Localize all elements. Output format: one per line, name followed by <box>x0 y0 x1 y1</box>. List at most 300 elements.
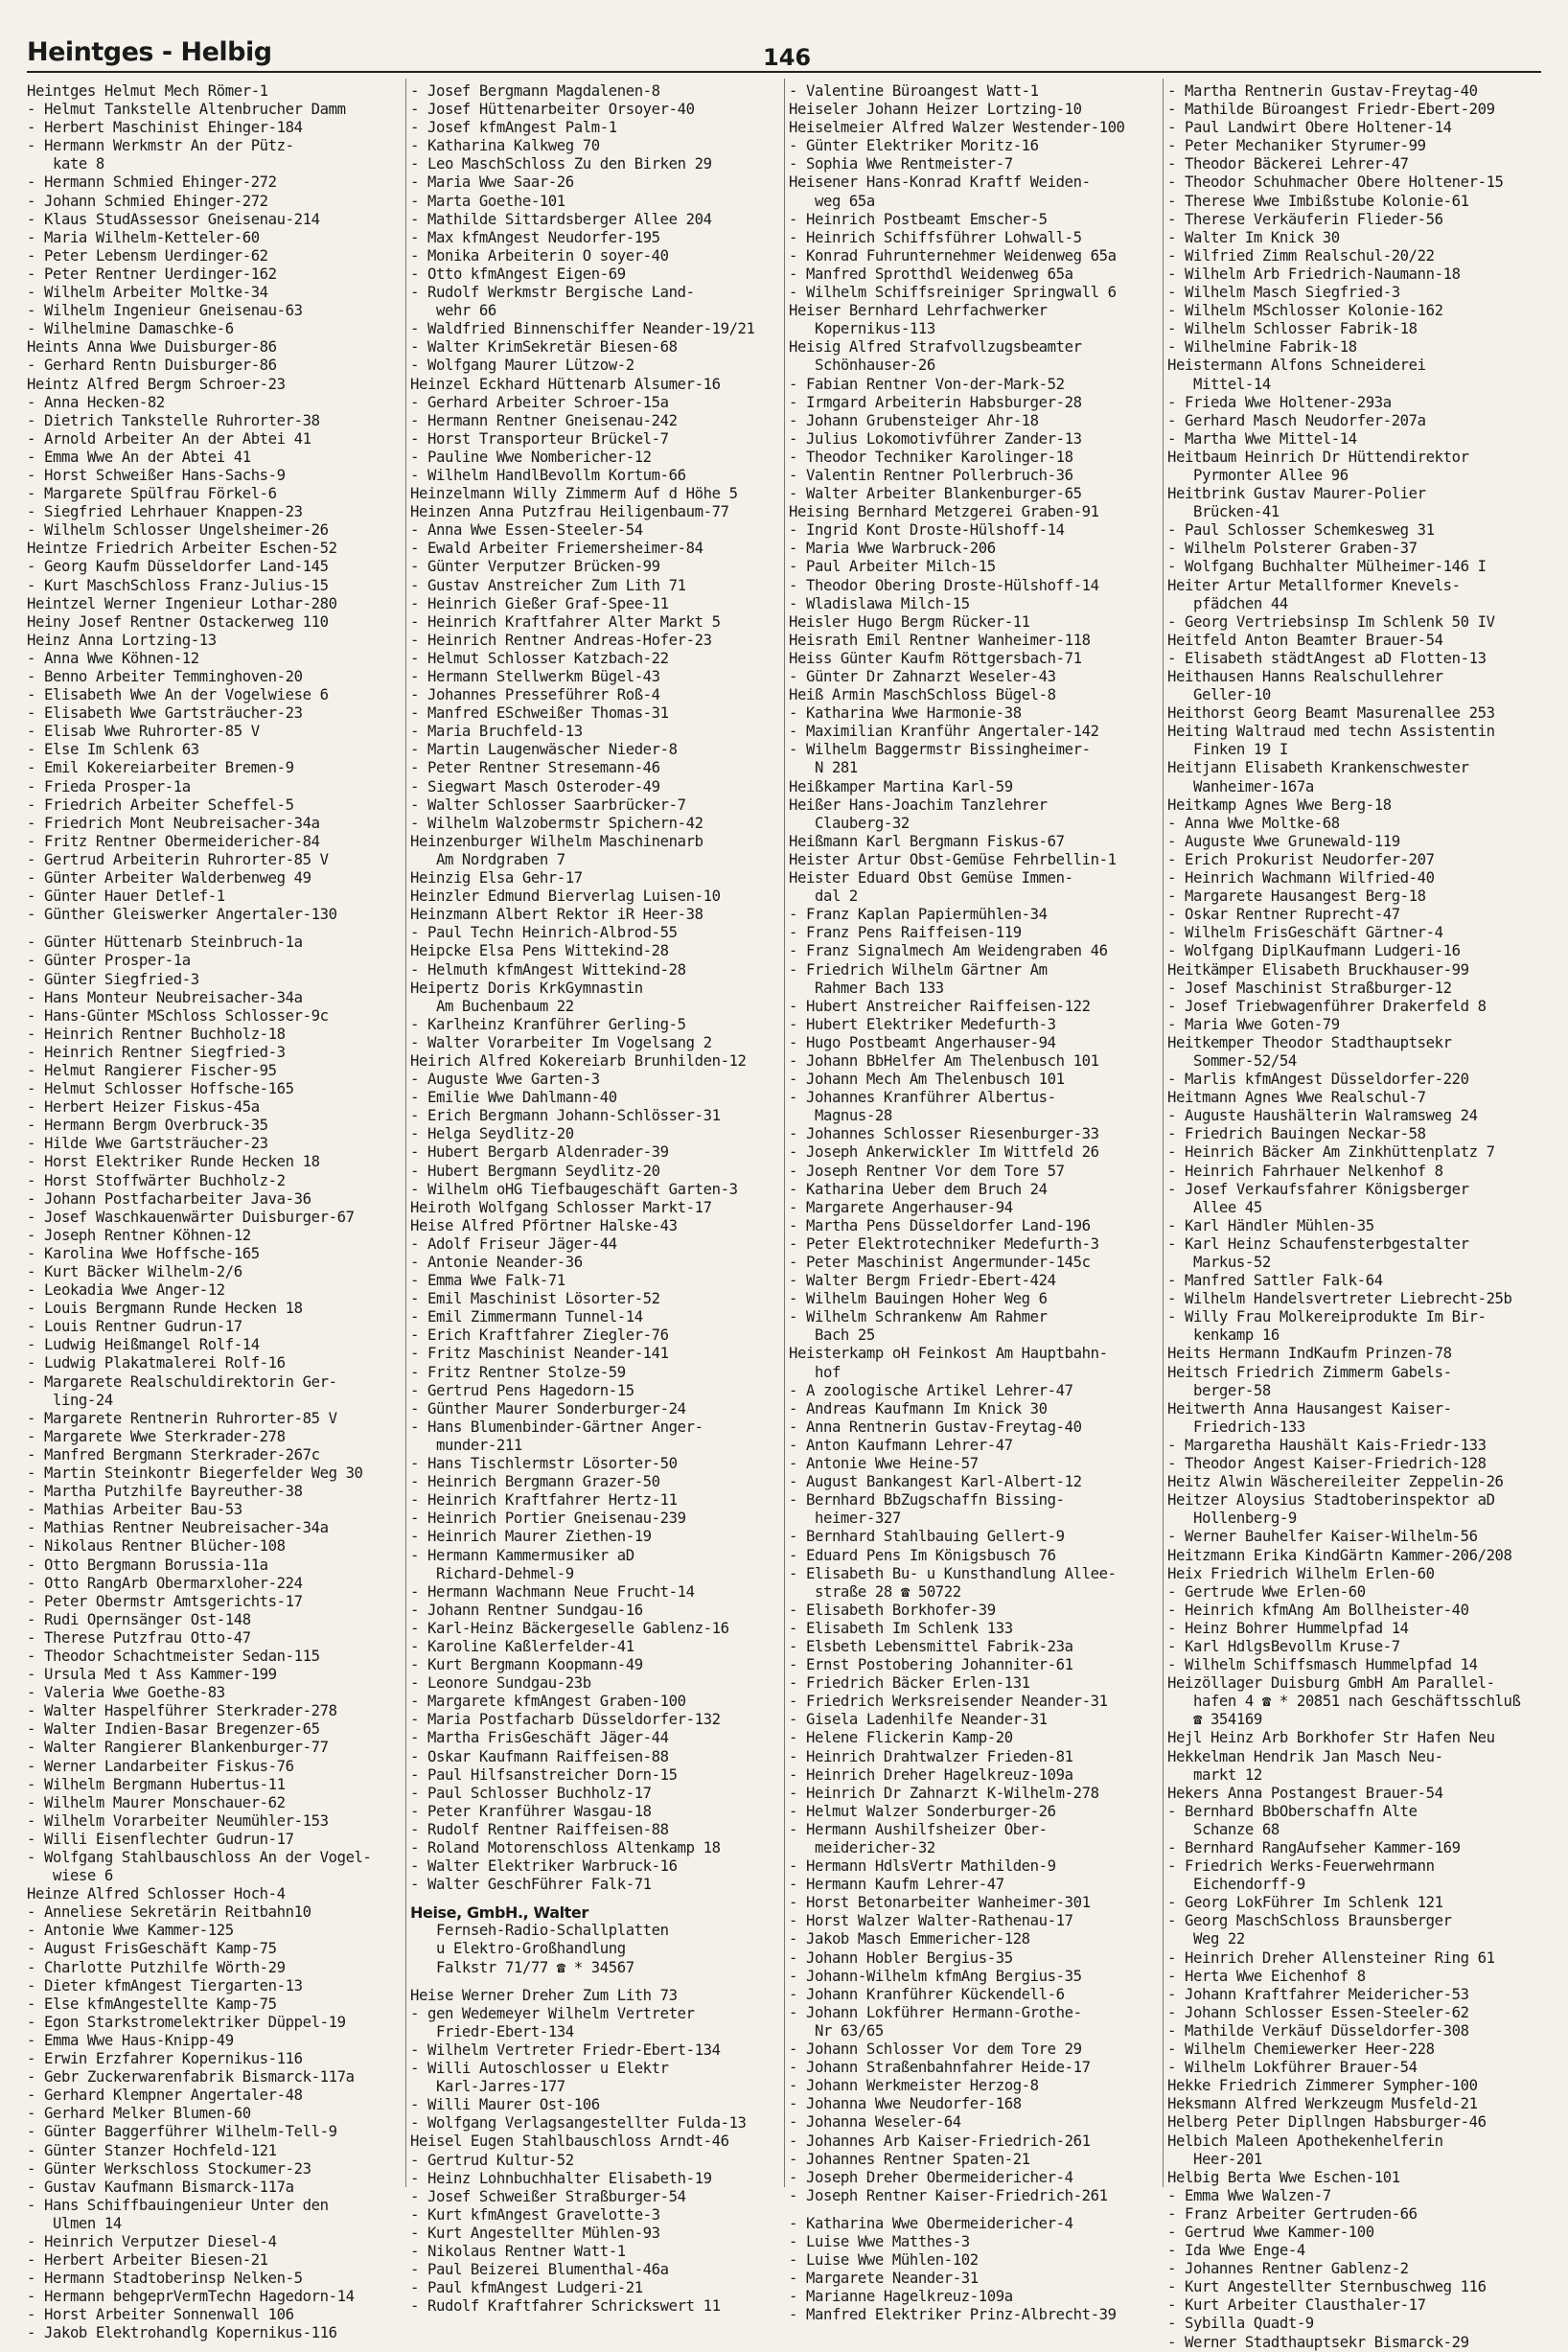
directory-entry: Heizöllager Duisburg GmbH Am Parallel- <box>1167 1674 1495 1693</box>
directory-entry: - Rudolf Kraftfahrer Schrickswert 11 <box>410 2297 721 2316</box>
directory-entry: - Kurt Bäcker Wilhelm-2/6 <box>27 1263 242 1280</box>
directory-entry: - Georg Vertriebsinsp Im Schlenk 50 IV <box>1167 612 1495 631</box>
directory-entry: - Johann Schmied Ehinger-272 <box>27 192 268 210</box>
directory-entry: - Heinrich Rentner Buchholz-18 <box>27 1025 286 1043</box>
directory-entry: - Manfred ESchweißer Thomas-31 <box>410 704 669 723</box>
directory-entry: - Anna Wwe Moltke-68 <box>1167 814 1340 832</box>
directory-entry: - Mathias Arbeiter Bau-53 <box>27 1501 242 1519</box>
directory-entry: - Erwin Erzfahrer Kopernikus-116 <box>27 2050 303 2068</box>
directory-entry: - Wilhelm oHG Tiefbaugeschäft Garten-3 <box>410 1180 738 1198</box>
directory-entry: Heistermann Alfons Schneiderei <box>1167 357 1426 375</box>
directory-entry: - Johannes Kranführer Albertus- <box>789 1089 1056 1107</box>
directory-entry: Geller-10 <box>1167 686 1271 704</box>
directory-entry: Finken 19 I <box>1167 741 1288 759</box>
directory-entry: - Georg LokFührer Im Schlenk 121 <box>1167 1894 1443 1912</box>
directory-entry: - Willy Frau Molkereiprodukte Im Bir- <box>1167 1308 1487 1326</box>
directory-entry: Heiter Artur Metallformer Knevels- <box>1167 576 1461 594</box>
directory-entry: - Wilhelm Bauingen Hoher Weg 6 <box>789 1290 1048 1308</box>
directory-entry: Heitz Alwin Wäschereileiter Zeppelin-26 <box>1167 1473 1504 1491</box>
directory-entry: - Wilhelm Vertreter Friedr-Ebert-134 <box>410 2041 721 2059</box>
directory-entry: - Walter Vorarbeiter Im Vogelsang 2 <box>410 1033 712 1051</box>
directory-entry: Heise, GmbH., Walter <box>410 1903 588 1923</box>
directory-entry: - Heinrich Verputzer Diesel-4 <box>27 2232 277 2250</box>
directory-entry: - Franz Pens Raiffeisen-119 <box>789 924 1022 942</box>
directory-entry: - Martha Wwe Mittel-14 <box>1167 429 1357 448</box>
directory-entry: - Gisela Ladenhilfe Neander-31 <box>789 1711 1048 1729</box>
directory-entry: - Paul Landwirt Obere Holtener-14 <box>1167 119 1452 137</box>
directory-entry: - Johannes Rentner Gablenz-2 <box>1167 2260 1409 2278</box>
directory-entry: - Wilhelm Arbeiter Moltke-34 <box>27 284 268 302</box>
directory-entry: - Wolfgang Stahlbauschloss An der Vogel- <box>27 1849 372 1866</box>
directory-entry: pfädchen 44 <box>1167 594 1288 612</box>
directory-entry: - Louis Bergmann Runde Hecken 18 <box>27 1300 303 1318</box>
directory-entry: - Jakob Elektrohandlg Kopernikus-116 <box>27 2324 337 2342</box>
directory-entry: - Kurt Angestellter Sternbuschweg 116 <box>1167 2278 1487 2296</box>
directory-entry: Falkstr 71/77 ☎ * 34567 <box>410 1958 634 1976</box>
directory-entry: - Heinz Lohnbuchhalter Elisabeth-19 <box>410 2169 712 2187</box>
directory-entry: - Margarete Rentnerin Ruhrorter-85 V <box>27 1409 337 1427</box>
directory-entry: - Martin Laugenwäscher Nieder-8 <box>410 741 678 759</box>
directory-entry: - Heinrich Kraftfahrer Alter Markt 5 <box>410 612 721 631</box>
directory-entry: - Erich Prokurist Neudorfer-207 <box>1167 850 1435 868</box>
directory-entry: - Johann Kranführer Kückendell-6 <box>789 1985 1065 2003</box>
directory-entry: - Wilhelm Bergmann Hubertus-11 <box>27 1775 286 1793</box>
directory-entry: - Walter Arbeiter Blankenburger-65 <box>789 485 1082 503</box>
directory-entry: - Anna Rentnerin Gustav-Freytag-40 <box>789 1418 1082 1436</box>
directory-entry: Eichendorff-9 <box>1167 1876 1305 1894</box>
directory-entry: - Peter Rentner Stresemann-46 <box>410 759 660 777</box>
directory-entry: wiese 6 <box>27 1867 113 1885</box>
directory-entry: Helberg Peter Dipllngen Habsburger-46 <box>1167 2113 1487 2132</box>
directory-entry: Heisig Alfred Strafvollzugsbeamter <box>789 338 1082 357</box>
directory-entry: - Georg MaschSchloss Braunsberger <box>1167 1912 1452 1930</box>
directory-entry: - Günther Maurer Sonderburger-24 <box>410 1399 686 1418</box>
directory-entry: - Louis Rentner Gudrun-17 <box>27 1318 242 1336</box>
directory-entry: - Karl Händler Mühlen-35 <box>1167 1216 1374 1234</box>
directory-entry: - Konrad Fuhrunternehmer Weidenweg 65a <box>789 246 1117 265</box>
directory-entry: - Josef Waschkauenwärter Duisburger-67 <box>27 1208 355 1226</box>
directory-entry: - Wilhelm Schlosser Ungelsheimer-26 <box>27 521 329 540</box>
directory-entry: - Heinrich Fahrhauer Nelkenhof 8 <box>1167 1162 1443 1180</box>
directory-entry: Heitkämper Elisabeth Bruckhauser-99 <box>1167 960 1469 979</box>
directory-entry: - Werner Bauhelfer Kaiser-Wilhelm-56 <box>1167 1528 1478 1546</box>
directory-entry: weg 65a <box>789 192 875 210</box>
directory-entry: Heithorst Georg Beamt Masurenallee 253 <box>1167 704 1495 723</box>
directory-entry: dal 2 <box>789 888 858 906</box>
directory-entry: Heisterkamp oH Feinkost Am Hauptbahn- <box>789 1345 1108 1363</box>
directory-entry: - Hans Blumenbinder-Gärtner Anger- <box>410 1418 703 1436</box>
directory-entry: hafen 4 ☎ * 20851 nach Geschäftsschluß <box>1167 1693 1521 1711</box>
directory-entry: - Peter Obermstr Amtsgerichts-17 <box>27 1592 303 1610</box>
directory-entry: - Heinrich Drahtwalzer Frieden-81 <box>789 1747 1073 1765</box>
directory-entry: - Johann Kraftfahrer Meidericher-53 <box>1167 1985 1469 2003</box>
directory-entry: Hejl Heinz Arb Borkhofer Str Hafen Neu <box>1167 1729 1495 1747</box>
directory-entry: - Herbert Arbeiter Biesen-21 <box>27 2251 268 2270</box>
directory-entry: - Heinrich Wachmann Wilfried-40 <box>1167 869 1435 888</box>
directory-entry: - Günther Gleiswerker Angertaler-130 <box>27 906 337 924</box>
directory-entry: - Peter Rentner Uerdinger-162 <box>27 265 277 283</box>
directory-entry: - Julius Lokomotivführer Zander-13 <box>789 429 1082 448</box>
directory-entry: meidericher-32 <box>789 1839 935 1856</box>
directory-entry: - Gebr Zuckerwarenfabrik Bismarck-117a <box>27 2068 355 2087</box>
directory-entry: - Joseph Rentner Kaiser-Friedrich-261 <box>789 2186 1108 2204</box>
directory-entry: - Elisabeth Wwe Gartsträucher-23 <box>27 704 303 723</box>
directory-entry: - Hermann Schmied Ehinger-272 <box>27 173 277 192</box>
directory-entry: - Josef Bergmann Magdalenen-8 <box>410 82 660 100</box>
directory-entry: Pyrmonter Allee 96 <box>1167 466 1349 484</box>
column-2 <box>405 79 784 2316</box>
directory-entry: - Hubert Bergmann Seydlitz-20 <box>410 1162 660 1180</box>
directory-entry: - Josef Maschinist Straßburger-12 <box>1167 979 1452 997</box>
directory-entry: Kopernikus-113 <box>789 320 935 338</box>
directory-entry: - Willi Autoschlosser u Elektr <box>410 2060 669 2078</box>
directory-entry: - Horst Betonarbeiter Wanheimer-301 <box>789 1894 1091 1912</box>
directory-entry: - Johann BbHelfer Am Thelenbusch 101 <box>789 1051 1099 1070</box>
directory-entry: Brücken-41 <box>1167 503 1280 521</box>
directory-entry <box>410 1894 774 1903</box>
directory-entry: - Friedrich Mont Neubreisacher-34a <box>27 814 320 832</box>
directory-entry: - Horst Elektriker Runde Hecken 18 <box>27 1153 320 1171</box>
directory-entry: Heister Eduard Obst Gemüse Immen- <box>789 869 1073 888</box>
directory-entry: - Helmut Rangierer Fischer-95 <box>27 1061 277 1079</box>
directory-entry: Heiser Bernhard Lehrfachwerker <box>789 302 1048 320</box>
directory-entry: Weg 22 <box>1167 1930 1245 1948</box>
directory-entry: - Wilhelm Maurer Monschauer-62 <box>27 1793 286 1811</box>
directory-entry: - Hermann Rentner Gneisenau-242 <box>410 411 678 429</box>
directory-entry: - Friedrich Wilhelm Gärtner Am <box>789 960 1048 979</box>
directory-entry: Heisler Hugo Bergm Rücker-11 <box>789 612 1030 631</box>
directory-entry: - Mathilde Sittardsberger Allee 204 <box>410 210 712 228</box>
directory-entry: - Peter Mechaniker Styrumer-99 <box>1167 137 1426 155</box>
directory-entry: - Karoline Kaßlerfelder-41 <box>410 1637 634 1655</box>
directory-entry: - Elisab Wwe Ruhrorter-85 V <box>27 723 260 741</box>
directory-entry: - Auguste Wwe Garten-3 <box>410 1071 600 1089</box>
directory-entry: - Günter Hüttenarb Steinbruch-1a <box>27 934 303 952</box>
directory-entry: - Pauline Wwe Nombericher-12 <box>410 448 652 466</box>
directory-entry: - Wilhelm Walzobermstr Spichern-42 <box>410 814 703 832</box>
directory-entry: Heipertz Doris KrkGymnastin <box>410 979 643 997</box>
directory-entry: - Horst Walzer Walter-Rathenau-17 <box>789 1912 1073 1930</box>
directory-entry: Hekkelman Hendrik Jan Masch Neu- <box>1167 1747 1443 1765</box>
directory-entry: Heitwerth Anna Hausangest Kaiser- <box>1167 1399 1452 1418</box>
directory-entry: - Emilie Wwe Dahlmann-40 <box>410 1089 617 1107</box>
directory-entry: - Hubert Elektriker Medefurth-3 <box>789 1015 1056 1033</box>
directory-entry: Heix Friedrich Wilhelm Erlen-60 <box>1167 1564 1435 1582</box>
directory-entry: - Emma Wwe Walzen-7 <box>1167 2186 1331 2204</box>
directory-entry: - Heinrich Dreher Allensteiner Ring 61 <box>1167 1948 1495 1967</box>
directory-entry: - Maria Wwe Warbruck-206 <box>789 540 996 558</box>
directory-entry: - Gertrud Kultur-52 <box>410 2151 574 2169</box>
directory-entry: - Emil Zimmermann Tunnel-14 <box>410 1308 643 1326</box>
directory-entry: - Helga Seydlitz-20 <box>410 1125 574 1143</box>
directory-entry: - Josef Verkaufsfahrer Königsberger <box>1167 1180 1469 1198</box>
directory-entry: - Manfred Sprotthdl Weidenweg 65a <box>789 265 1073 283</box>
directory-entry: - Margarete Neander-31 <box>789 2270 979 2288</box>
directory-entry: - Paul Beizerei Blumenthal-46a <box>410 2261 669 2279</box>
directory-entry: - Hermann Kaufm Lehrer-47 <box>789 1876 1004 1894</box>
directory-entry: - Georg Kaufm Düsseldorfer Land-145 <box>27 558 329 576</box>
directory-entry: - Theodor Angest Kaiser-Friedrich-128 <box>1167 1455 1487 1473</box>
page-number: 146 <box>763 44 812 71</box>
directory-entry: - Hans Tischlermstr Lösorter-50 <box>410 1455 678 1473</box>
directory-entry: - Hermann HdlsVertr Mathilden-9 <box>789 1857 1056 1876</box>
directory-entry: Heiß Armin MaschSchloss Bügel-8 <box>789 686 1056 704</box>
directory-entry: Karl-Jarres-177 <box>410 2078 565 2096</box>
directory-entry: Rahmer Bach 133 <box>789 979 944 997</box>
directory-entry: Heiting Waltraud med techn Assistentin <box>1167 723 1495 741</box>
directory-entry: - Emma Wwe Falk-71 <box>410 1272 565 1290</box>
directory-entry: - Margarete Angerhauser-94 <box>789 1198 1013 1216</box>
directory-entry: - Hermann Stellwerkm Bügel-43 <box>410 668 660 685</box>
directory-entry: - Günter Werkschloss Stockumer-23 <box>27 2159 311 2178</box>
directory-entry: Heintz Alfred Bergm Schroer-23 <box>27 375 286 393</box>
directory-entry: - Ingrid Kont Droste-Hülshoff-14 <box>789 521 1065 540</box>
directory-entry: - Theodor Schachtmeister Sedan-115 <box>27 1647 320 1665</box>
directory-entry: kate 8 <box>27 155 104 173</box>
directory-entry: - Johann Hobler Bergius-35 <box>789 1948 1013 1967</box>
directory-entry: - Luise Wwe Mühlen-102 <box>789 2251 979 2270</box>
directory-entry: - Otto kfmAngest Eigen-69 <box>410 265 626 283</box>
directory-entry: - Wilhelm Baggermstr Bissingheimer- <box>789 741 1091 759</box>
directory-entry: - Martha Pens Düsseldorfer Land-196 <box>789 1216 1091 1234</box>
directory-entry: - Paul Hilfsanstreicher Dorn-15 <box>410 1765 678 1784</box>
directory-entry: - Jakob Masch Emmericher-128 <box>789 1930 1030 1948</box>
directory-entry: - Siegfried Lehrhauer Knappen-23 <box>27 503 303 521</box>
directory-entry: - Wilhelm Schlosser Fabrik-18 <box>1167 320 1418 338</box>
directory-entry: - Erich Kraftfahrer Ziegler-76 <box>410 1326 669 1345</box>
directory-entry: - Johannes Presseführer Roß-4 <box>410 686 660 704</box>
directory-entry: - Helmut Walzer Sonderburger-26 <box>789 1802 1056 1820</box>
directory-entry: - Bernhard BbOberschaffn Alte <box>1167 1802 1418 1820</box>
directory-entry: Am Buchenbaum 22 <box>410 997 574 1015</box>
directory-entry: - Ida Wwe Enge-4 <box>1167 2242 1305 2260</box>
directory-entry: Heinzler Edmund Bierverlag Luisen-10 <box>410 888 721 906</box>
directory-entry: - Maria Wwe Saar-26 <box>410 173 574 192</box>
directory-entry: Schanze 68 <box>1167 1820 1280 1838</box>
directory-entry: - Josef Schweißer Straßburger-54 <box>410 2187 686 2205</box>
directory-entry: - Gerhard Rentn Duisburger-86 <box>27 357 277 375</box>
directory-entry: - Josef kfmAngest Palm-1 <box>410 119 617 137</box>
directory-entry: - Gerhard Melker Blumen-60 <box>27 2105 251 2123</box>
directory-entry: - Willi Eisenflechter Gudrun-17 <box>27 1830 294 1848</box>
directory-entry: - Waldfried Binnenschiffer Neander-19/21 <box>410 320 755 338</box>
directory-entry: - Horst Stoffwärter Buchholz-2 <box>27 1171 286 1189</box>
directory-entry: - Joseph Rentner Köhnen-12 <box>27 1226 251 1244</box>
directory-entry: - Oskar Kaufmann Raiffeisen-88 <box>410 1747 669 1765</box>
directory-entry: - Peter Elektrotechniker Medefurth-3 <box>789 1234 1099 1253</box>
directory-entry: Heiroth Wolfgang Schlosser Markt-17 <box>410 1198 712 1216</box>
directory-entry: - Monika Arbeiterin O soyer-40 <box>410 246 669 265</box>
directory-entry: - Friedrich Bäcker Erlen-131 <box>789 1674 1030 1693</box>
directory-entry: - Hans Schiffbauingenieur Unter den <box>27 2196 329 2214</box>
directory-entry: - Friedrich Werks-Feuerwehrmann <box>1167 1857 1435 1876</box>
directory-entry: Heitkamp Agnes Wwe Berg-18 <box>1167 796 1392 814</box>
directory-entry: - Wilhelm Lokführer Brauer-54 <box>1167 2059 1418 2077</box>
directory-entry: Heinzmann Albert Rektor iR Heer-38 <box>410 906 703 924</box>
directory-entry: - Fritz Maschinist Neander-141 <box>410 1345 669 1363</box>
directory-entry: - Emil Kokereiarbeiter Bremen-9 <box>27 759 294 777</box>
directory-entry: - Martha Putzhilfe Bayreuther-38 <box>27 1483 303 1501</box>
directory-entry: Nr 63/65 <box>789 2021 884 2040</box>
directory-entry: Heise Alfred Pförtner Halske-43 <box>410 1216 678 1234</box>
directory-entry: Heithausen Hanns Realschullehrer <box>1167 668 1443 685</box>
directory-entry: - Helmut Tankstelle Altenbrucher Damm <box>27 101 346 119</box>
directory-entry: Helbich Maleen Apothekenhelferin <box>1167 2132 1443 2150</box>
directory-entry: - Hermann Bergm Overbruck-35 <box>27 1117 268 1135</box>
directory-entry: - Heinrich Bäcker Am Zinkhüttenplatz 7 <box>1167 1143 1495 1162</box>
directory-entry: - Walter Rangierer Blankenburger-77 <box>27 1739 329 1757</box>
directory-entry: - Andreas Kaufmann Im Knick 30 <box>789 1399 1048 1418</box>
directory-entry: - Horst Schweißer Hans-Sachs-9 <box>27 466 286 484</box>
directory-entry: - Auguste Wwe Grunewald-119 <box>1167 832 1400 850</box>
directory-entry: - Leo MaschSchloss Zu den Birken 29 <box>410 155 712 173</box>
directory-entry: - Ursula Med t Ass Kammer-199 <box>27 1666 277 1684</box>
directory-entry: - Rudolf Werkmstr Bergische Land- <box>410 284 695 302</box>
directory-entry <box>410 1977 774 1987</box>
directory-entry: - Johann Werkmeister Herzog-8 <box>789 2077 1039 2095</box>
directory-entry: - Elisabeth Im Schlenk 133 <box>789 1619 1013 1637</box>
directory-entry: - Johann Schlosser Essen-Steeler-62 <box>1167 2003 1469 2021</box>
directory-entry: - Bernhard BbZugschaffn Bissing- <box>789 1491 1065 1510</box>
directory-entry: - Anna Wwe Essen-Steeler-54 <box>410 521 643 540</box>
directory-entry: - Auguste Haushälterin Walramsweg 24 <box>1167 1107 1478 1125</box>
directory-entry: - Maria Postfacharb Düsseldorfer-132 <box>410 1711 721 1729</box>
directory-entry: Heinzenburger Wilhelm Maschinenarb <box>410 832 703 850</box>
directory-entry: - Rudolf Rentner Raiffeisen-88 <box>410 1820 669 1838</box>
directory-entry: straße 28 ☎ 50722 <box>789 1582 961 1601</box>
directory-entry: Heer-201 <box>1167 2150 1262 2168</box>
directory-entry: - Bernhard RangAufseher Kammer-169 <box>1167 1839 1461 1856</box>
directory-entry: - Katharina Kalkweg 70 <box>410 137 600 155</box>
directory-entry: - Josef Hüttenarbeiter Orsoyer-40 <box>410 101 695 119</box>
directory-entry: - Gustav Kaufmann Bismarck-117a <box>27 2178 294 2196</box>
directory-entry: - Maria Wwe Goten-79 <box>1167 1015 1340 1033</box>
directory-entry: Heits Hermann IndKaufm Prinzen-78 <box>1167 1345 1452 1363</box>
directory-entry: - Wilhelm FrisGeschäft Gärtner-4 <box>1167 924 1443 942</box>
directory-entry: - Fabian Rentner Von-der-Mark-52 <box>789 375 1065 393</box>
directory-entry: Schönhauser-26 <box>789 357 935 375</box>
directory-entry: - Manfred Sattler Falk-64 <box>1167 1272 1383 1290</box>
directory-entry: Hekke Friedrich Zimmerer Sympher-100 <box>1167 2077 1478 2095</box>
directory-entry: ling-24 <box>27 1391 113 1409</box>
directory-entry: - Eduard Pens Im Königsbusch 76 <box>789 1546 1056 1564</box>
directory-entry: - Wilhelm MSchlosser Kolonie-162 <box>1167 302 1443 320</box>
directory-entry: munder-211 <box>410 1436 522 1454</box>
directory-entry: Heintzel Werner Ingenieur Lothar-280 <box>27 594 337 612</box>
directory-entry: - Wilhelm HandlBevollm Kortum-66 <box>410 466 686 484</box>
directory-entry: - Ernst Postobering Johanniter-61 <box>789 1656 1073 1674</box>
directory-entry: - Maria Bruchfeld-13 <box>410 723 583 741</box>
directory-entry: - Hermann Werkmstr An der Pütz- <box>27 137 294 155</box>
directory-entry: - Wilhelm Chemiewerker Heer-228 <box>1167 2041 1435 2059</box>
directory-entry: - Peter Kranführer Wasgau-18 <box>410 1802 652 1820</box>
directory-entry: - Wilhelm Schiffsreiniger Springwall 6 <box>789 284 1117 302</box>
directory-entry: - Frieda Prosper-1a <box>27 777 191 796</box>
directory-entry: - Elsbeth Lebensmittel Fabrik-23a <box>789 1637 1073 1655</box>
directory-entry: Fernseh-Radio-Schallplatten <box>410 1922 669 1940</box>
directory-entry: - Else Im Schlenk 63 <box>27 741 199 759</box>
directory-entry: - Wilhelm Polsterer Graben-37 <box>1167 540 1418 558</box>
directory-entry: - Helmut Schlosser Katzbach-22 <box>410 649 669 667</box>
directory-entry: - Johanna Wwe Neudorfer-168 <box>789 2095 1022 2113</box>
directory-entry: - Irmgard Arbeiterin Habsburger-28 <box>789 393 1082 411</box>
directory-entry: - Walter Elektriker Warbruck-16 <box>410 1857 678 1876</box>
directory-entry: Heiny Josef Rentner Ostackerweg 110 <box>27 612 329 631</box>
directory-entry: Richard-Dehmel-9 <box>410 1564 574 1582</box>
directory-entry: - Wolfgang Maurer Lützow-2 <box>410 357 634 375</box>
directory-entry: - Karl Heinz Schaufensterbgestalter <box>1167 1234 1469 1253</box>
directory-entry: - Friedrich Werksreisender Neander-31 <box>789 1693 1108 1711</box>
directory-entry: Heirich Alfred Kokereiarb Brunhilden-12 <box>410 1051 747 1070</box>
directory-entry: Clauberg-32 <box>789 814 910 832</box>
directory-entry: - Wilhelm Schrankenw Am Rahmer <box>789 1308 1048 1326</box>
directory-entry: - Werner Stadthauptsekr Bismarck-29 <box>1167 2333 1469 2351</box>
directory-entry: - Willi Maurer Ost-106 <box>410 2096 600 2114</box>
directory-entry: - Günter Dr Zahnarzt Weseler-43 <box>789 668 1056 685</box>
directory-entry: - Karl-Heinz Bäckergeselle Gablenz-16 <box>410 1619 729 1637</box>
directory-entry: Heißkamper Martina Karl-59 <box>789 777 1013 796</box>
directory-entry: - Wilhelm Handelsvertreter Liebrecht-25b <box>1167 1290 1512 1308</box>
directory-entry: - Heinrich Bergmann Grazer-50 <box>410 1473 660 1491</box>
directory-entry: Hekers Anna Postangest Brauer-54 <box>1167 1784 1443 1802</box>
directory-entry: - Günter Elektriker Moritz-16 <box>789 137 1039 155</box>
directory-entry: - Hans Monteur Neubreisacher-34a <box>27 988 303 1006</box>
directory-entry: - Walter KrimSekretär Biesen-68 <box>410 338 678 357</box>
directory-entry: Friedr-Ebert-134 <box>410 2022 574 2041</box>
directory-entry: Heints Anna Wwe Duisburger-86 <box>27 338 277 357</box>
directory-entry: - Wilhelm Ingenieur Gneisenau-63 <box>27 302 303 320</box>
directory-entry: - Johannes Arb Kaiser-Friedrich-261 <box>789 2132 1091 2150</box>
directory-entry: - Oskar Rentner Ruprecht-47 <box>1167 906 1400 924</box>
directory-entry: - Gerhard Masch Neudorfer-207a <box>1167 411 1426 429</box>
directory-entry: - Therese Putzfrau Otto-47 <box>27 1628 251 1647</box>
directory-entry: - Leokadia Wwe Anger-12 <box>27 1281 225 1300</box>
directory-entry: Heinze Alfred Schlosser Hoch-4 <box>27 1885 286 1903</box>
directory-entry: - Margarete Realschuldirektorin Ger- <box>27 1372 337 1391</box>
directory-entry: - Helmuth kfmAngest Wittekind-28 <box>410 960 686 979</box>
directory-entry: - Herbert Maschinist Ehinger-184 <box>27 119 303 137</box>
directory-entry: - Hermann Stadtoberinsp Nelken-5 <box>27 2270 303 2288</box>
directory-entry: - Margarete Hausangest Berg-18 <box>1167 888 1426 906</box>
directory-entry: - Horst Arbeiter Sonnenwall 106 <box>27 2306 294 2324</box>
directory-entry: - Katharina Wwe Obermeidericher-4 <box>789 2214 1073 2232</box>
directory-entry: - Wilhelmine Damaschke-6 <box>27 320 234 338</box>
directory-entry: - Gertrud Pens Hagedorn-15 <box>410 1381 634 1399</box>
directory-entry: - Gustav Anstreicher Zum Lith 71 <box>410 576 686 594</box>
directory-entry: - Kurt MaschSchloss Franz-Julius-15 <box>27 576 329 594</box>
directory-entry: - Karl HdlgsBevollm Kruse-7 <box>1167 1637 1400 1655</box>
directory-entry: Heitzmann Erika KindGärtn Kammer-206/208 <box>1167 1546 1512 1564</box>
directory-entry: - Egon Starkstromelektriker Düppel-19 <box>27 2013 346 2031</box>
directory-entry: - Heinrich Rentner Andreas-Hofer-23 <box>410 631 712 649</box>
directory-entry: - Margarete Spülfrau Förkel-6 <box>27 485 277 503</box>
directory-entry: Friedrich-133 <box>1167 1418 1305 1436</box>
directory-entry: - Benno Arbeiter Temminghoven-20 <box>27 668 303 685</box>
directory-entry: Heitzer Aloysius Stadtoberinspektor aD <box>1167 1491 1495 1510</box>
directory-entry: N 281 <box>789 759 858 777</box>
directory-entry: - Fritz Rentner Stolze-59 <box>410 1363 626 1381</box>
directory-entry: - Fritz Rentner Obermeidericher-84 <box>27 832 320 850</box>
directory-entry: Heißer Hans-Joachim Tanzlehrer <box>789 796 1048 814</box>
directory-entry: - Johannes Rentner Spaten-21 <box>789 2150 1030 2168</box>
directory-entry: Heinzig Elsa Gehr-17 <box>410 869 583 888</box>
directory-entry: - Katharina Wwe Harmonie-38 <box>789 704 1022 723</box>
directory-entry: - Heinrich Maurer Ziethen-19 <box>410 1528 652 1546</box>
directory-entry: - Wladislawa Milch-15 <box>789 594 970 612</box>
directory-entry: - Gertrude Wwe Erlen-60 <box>1167 1582 1366 1601</box>
directory-entry: - Therese Wwe Imbißstube Kolonie-61 <box>1167 192 1469 210</box>
directory-entry: - Joseph Dreher Obermeidericher-4 <box>789 2168 1073 2186</box>
